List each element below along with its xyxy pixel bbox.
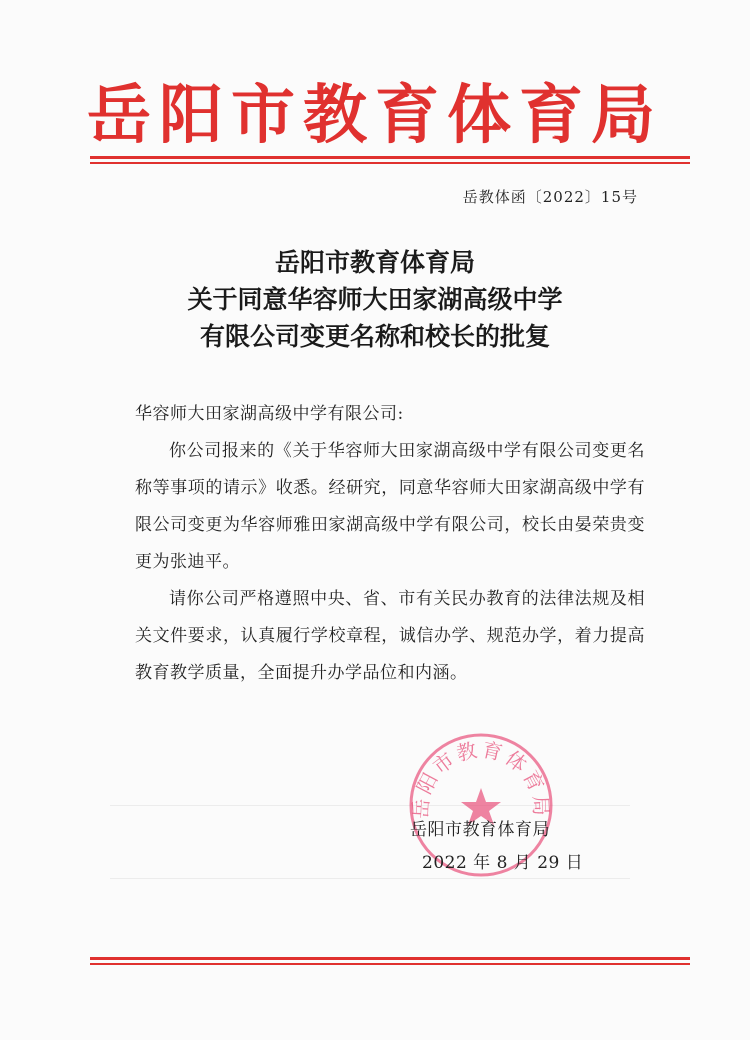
signature-date: 2022 年 8 月 29 日 bbox=[422, 853, 584, 873]
salutation: 华容师大田家湖高级中学有限公司: bbox=[135, 404, 404, 424]
footer-divider bbox=[90, 957, 690, 960]
footer-divider-thin bbox=[90, 963, 690, 965]
letterhead-divider-thin bbox=[90, 162, 690, 164]
title-line-2: 关于同意华容师大田家湖高级中学 bbox=[187, 285, 563, 314]
title-line-3: 有限公司变更名称和校长的批复 bbox=[199, 322, 550, 351]
letterhead-title: 岳阳市教育体育局 bbox=[87, 78, 663, 153]
letterhead-divider bbox=[90, 156, 690, 159]
title-line-1: 岳阳市教育体育局 bbox=[274, 248, 475, 277]
signature-organization: 岳阳市教育体育局 bbox=[410, 820, 550, 840]
seal-text: 岳阳市教育体育局 bbox=[408, 737, 554, 820]
document-body bbox=[135, 396, 645, 692]
body-paragraph-1: 你公司报来的《关于华容师大田家湖高级中学有限公司变更名称等事项的请示》收悉。经研究，同意华容师大田家湖高级中学有限公司变更为华容师雅田家湖高级中学有限公司，校长由晏荣贵变更为张迪平。 bbox=[135, 441, 645, 572]
body-paragraph-2: 请你公司严格遵照中央、省、市有关民办教育的法律法规及相关文件要求，认真履行学校章程，诚信办学、规范办学，着力提高教育教学质量，全面提升办学品位和内涵。 bbox=[135, 589, 645, 683]
document-title bbox=[0, 244, 750, 355]
document-number: 岳教体函〔2022〕15号 bbox=[462, 188, 638, 206]
